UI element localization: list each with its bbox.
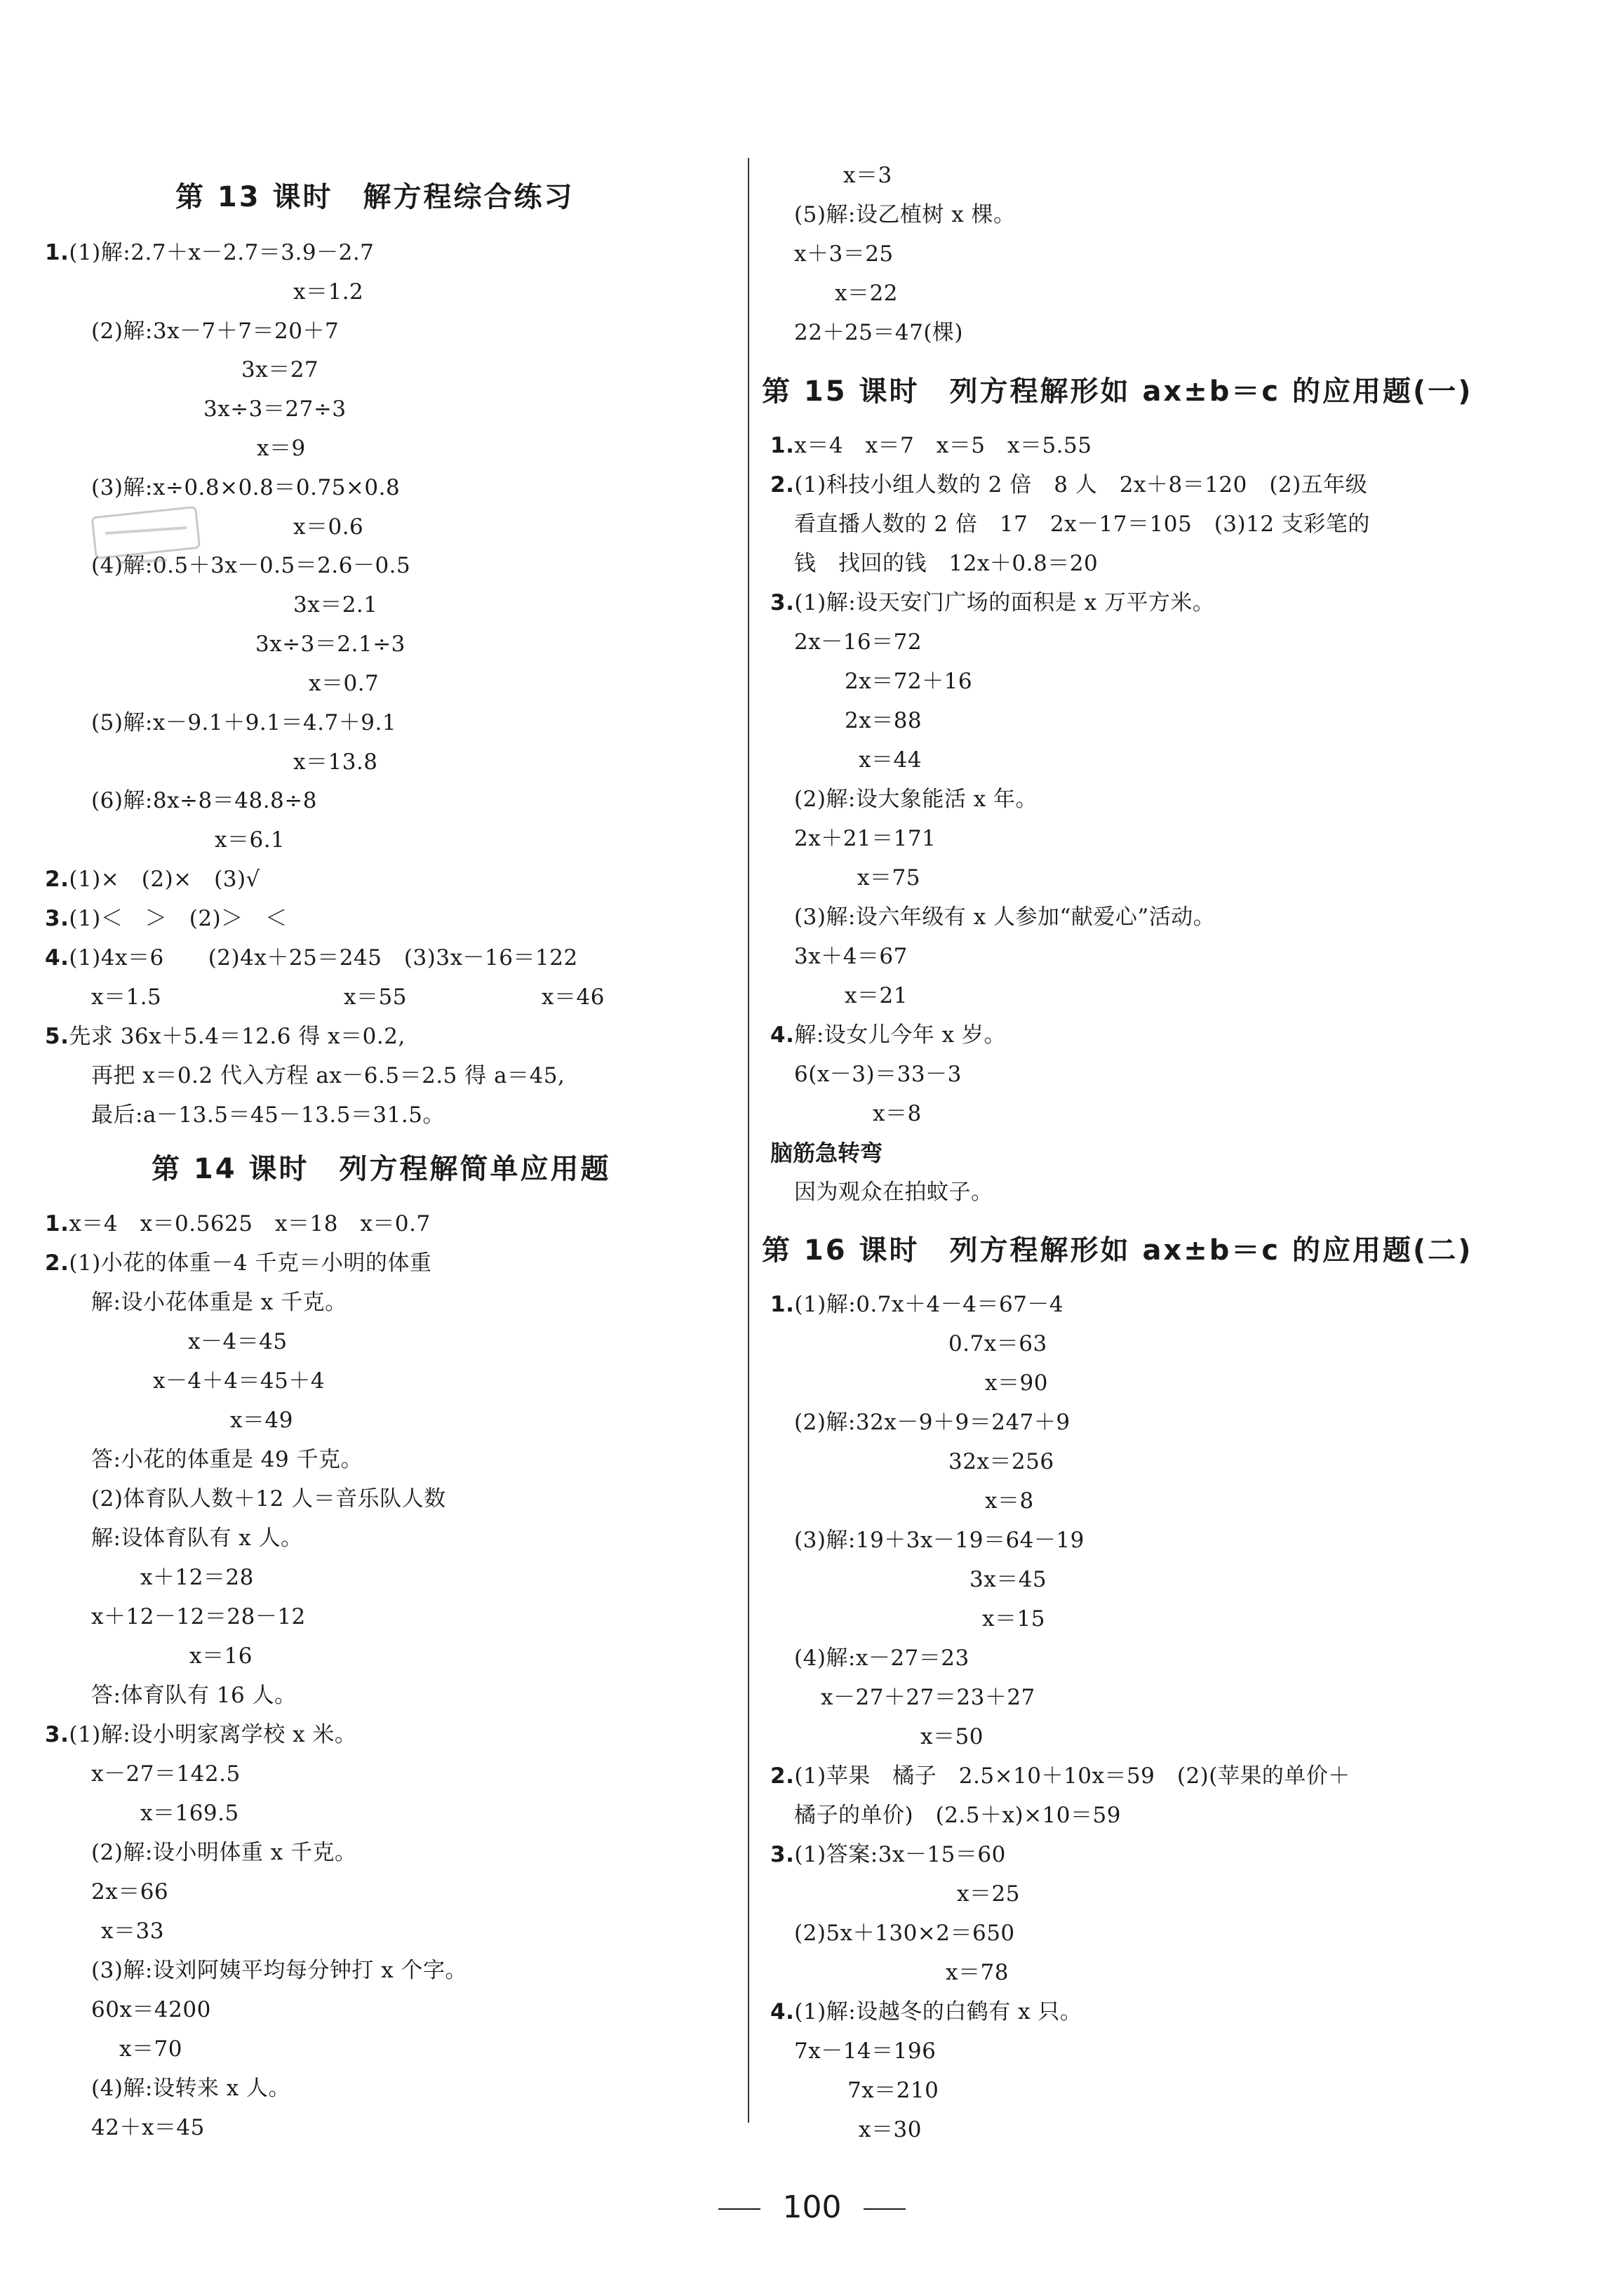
line-text: x－4＝45 [188, 1329, 288, 1354]
answer-line [101, 1917, 164, 1945]
line-text: (5)解:x－9.1＋9.1＝4.7＋9.1 [91, 710, 397, 735]
question-number: 3. [45, 906, 69, 931]
line-text: (1)苹果 橘子 2.5×10＋10x＝59 (2)(苹果的单价＋ [794, 1763, 1350, 1789]
line-text: x＝169.5 [140, 1801, 239, 1826]
question-number: 5. [45, 1024, 69, 1049]
line-text: 先求 36x＋5.4＝12.6 得 x＝0.2, [69, 1024, 405, 1049]
answer-line [770, 471, 1367, 499]
line-text: (2)解:3x－7＋7＝20＋7 [91, 319, 340, 344]
line-text: x＋12＝28 [140, 1565, 254, 1590]
answer-line [770, 432, 1092, 460]
line-text: (2)解:32x－9＋9＝247＋9 [794, 1410, 1071, 1435]
answer-line [985, 1369, 1048, 1397]
answer-line [948, 1448, 1054, 1476]
line-text: 32x＝256 [948, 1449, 1054, 1474]
line-text: (4)解:0.5＋3x－0.5＝2.6－0.5 [91, 553, 411, 578]
line-text: x＝15 [982, 1606, 1045, 1632]
answer-line [45, 905, 288, 933]
answer-line [794, 1178, 993, 1206]
line-text: (2)解:设大象能活 x 年。 [794, 787, 1038, 812]
answer-line [91, 1603, 306, 1631]
answer-line [45, 239, 374, 267]
answer-line [91, 1956, 467, 1984]
line-text: x＝4 x＝0.5625 x＝18 x＝0.7 [69, 1211, 431, 1236]
line-text: x＋3＝25 [794, 241, 894, 267]
answer-line [91, 1062, 565, 1090]
answer-line [91, 1996, 211, 2024]
line-text: 3x＝2.1 [293, 592, 378, 618]
line-text: 脑筋急转弯 [770, 1140, 883, 1166]
answer-line [45, 1022, 405, 1050]
answer-line [770, 1762, 1350, 1790]
line-text: 3x＝45 [969, 1567, 1047, 1592]
line-text: (2)5x＋130×2＝650 [794, 1921, 1015, 1946]
answer-line [309, 669, 379, 698]
answer-line [140, 1799, 239, 1827]
answer-line [845, 707, 922, 735]
answer-line [91, 1839, 357, 1867]
line-text: x＝13.8 [293, 749, 378, 775]
answer-line [957, 1880, 1020, 1908]
line-text: 3x÷3＝2.1÷3 [255, 632, 405, 657]
answer-line [119, 2035, 182, 2063]
answer-line [91, 2074, 290, 2102]
line-text: 解:设体育队有 x 人。 [91, 1526, 303, 1551]
line-text: (3)解:x÷0.8×0.8＝0.75×0.8 [91, 475, 401, 500]
line-text: 最后:a－13.5＝45－13.5＝31.5。 [91, 1102, 445, 1128]
column-divider [748, 158, 749, 2123]
line-text: 钱 找回的钱 12x＋0.8＝20 [794, 551, 1099, 576]
line-text: (1)× (2)× (3)√ [69, 867, 260, 892]
line-text: x＝3 [843, 163, 892, 188]
line-text: (6)解:8x÷8＝48.8÷8 [91, 788, 317, 813]
line-text: 2x－16＝72 [794, 629, 922, 655]
line-text: x＝50 [920, 1724, 984, 1749]
line-text: 2x＋21＝171 [794, 826, 937, 851]
answer-line [255, 630, 405, 658]
line-text: 2x＝88 [845, 708, 922, 733]
answer-line [45, 1210, 431, 1238]
answer-line [794, 1801, 1121, 1829]
section-heading [762, 373, 1473, 410]
line-text: x＝21 [845, 983, 908, 1008]
answer-line [859, 746, 922, 774]
line-text: x＝16 [189, 1643, 253, 1669]
answer-line [794, 2037, 936, 2065]
line-text: x＝8 [873, 1101, 922, 1126]
line-text: (2)解:设小明体重 x 千克。 [91, 1840, 357, 1865]
answer-line [985, 1487, 1034, 1515]
answer-line [45, 1721, 356, 1749]
line-text: 因为观众在拍蚊子。 [794, 1180, 993, 1205]
question-number: 3. [770, 590, 795, 615]
line-text: (5)解:设乙植树 x 棵。 [794, 202, 1016, 227]
line-text: x－4＋4＝45＋4 [153, 1368, 326, 1394]
line-text: x＝55 [344, 985, 407, 1010]
line-text: 解:设女儿今年 x 岁。 [794, 1022, 1006, 1048]
question-number: 2. [770, 1763, 795, 1789]
answer-line [794, 201, 1016, 229]
line-text: (1)解:0.7x＋4－4＝67－4 [794, 1292, 1064, 1317]
line-text: (3)解:设六年级有 x 人参加“献爱心”活动。 [794, 905, 1216, 930]
answer-line [188, 1328, 288, 1356]
line-text: 6(x－3)＝33－3 [794, 1062, 962, 1087]
answer-line [241, 356, 318, 384]
line-text: 第 16 课时 列方程解形如 ax±b＝c 的应用题(二) [762, 1234, 1473, 1267]
answer-line [91, 1760, 241, 1788]
question-number: 4. [770, 1022, 795, 1048]
line-text: x＝4 x＝7 x＝5 x＝5.55 [794, 433, 1092, 458]
answer-line [770, 1841, 1006, 1869]
question-number: 2. [45, 1250, 69, 1276]
answer-line [857, 864, 920, 892]
line-text: x＝78 [946, 1960, 1009, 1985]
answer-line [794, 628, 922, 656]
line-text: 42＋x＝45 [91, 2115, 205, 2140]
line-text: x＝1.5 [91, 985, 162, 1010]
dash-left [718, 2208, 760, 2210]
question-number: 2. [770, 472, 795, 498]
answer-line [794, 549, 1098, 578]
page-number [0, 2188, 1624, 2227]
answer-line [794, 319, 963, 347]
answer-line [946, 1959, 1009, 1987]
answer-line [948, 1330, 1047, 1358]
line-text: x＝9 [257, 436, 306, 461]
section-heading [152, 1151, 611, 1187]
answer-line [293, 278, 363, 306]
line-text: (2)体育队人数＋12 人＝音乐队人数 [91, 1486, 446, 1512]
answer-line [91, 317, 339, 345]
answer-line [794, 1919, 1015, 1947]
line-text: x＝6.1 [215, 827, 286, 853]
answer-line [920, 1723, 984, 1751]
line-text: x＝8 [985, 1488, 1034, 1514]
answer-line [794, 1526, 1085, 1554]
question-number: 1. [770, 1292, 795, 1317]
line-text: (4)解:设转来 x 人。 [91, 2076, 291, 2101]
line-text: (1)小花的体重－4 千克＝小明的体重 [69, 1250, 432, 1276]
answer-line [293, 513, 363, 541]
answer-line [835, 279, 898, 307]
answer-line [91, 1878, 168, 1906]
line-text: x＝0.6 [293, 514, 364, 540]
question-number: 3. [770, 1842, 795, 1867]
answer-line [45, 1249, 431, 1277]
line-text: 第 14 课时 列方程解简单应用题 [152, 1153, 611, 1185]
answer-line [542, 983, 605, 1011]
question-number: 4. [770, 1999, 795, 2024]
answer-line [91, 983, 161, 1011]
answer-line [845, 667, 972, 695]
line-text: 第 13 课时 解方程综合练习 [175, 181, 575, 213]
line-text: (1)解:2.7＋x－2.7＝3.9－2.7 [69, 240, 375, 265]
line-text: (1)解:设天安门广场的面积是 x 万平方米。 [794, 590, 1215, 615]
line-text: (4)解:x－27＝23 [794, 1646, 969, 1671]
line-text: 看直播人数的 2 倍 17 2x－17＝105 (3)12 支彩笔的 [794, 512, 1370, 537]
answer-line [91, 1288, 347, 1316]
answer-line [91, 787, 317, 815]
section-heading [175, 179, 575, 215]
answer-line [45, 865, 260, 893]
line-text: x＝30 [859, 2117, 922, 2142]
page-number-text: 100 [782, 2189, 842, 2225]
line-text: 0.7x＝63 [948, 1331, 1047, 1356]
line-text: 2x＝72＋16 [845, 669, 973, 694]
line-text: 60x＝4200 [91, 1997, 211, 2022]
answer-line [845, 982, 908, 1010]
subheading [770, 1139, 883, 1167]
line-text: 7x－14＝196 [794, 2039, 937, 2064]
answer-line [230, 1406, 293, 1434]
answer-line [91, 1681, 297, 1709]
answer-line [847, 2076, 939, 2104]
answer-line [770, 1998, 1082, 2026]
question-number: 3. [45, 1722, 69, 1747]
answer-line [215, 826, 285, 854]
answer-line [821, 1683, 1035, 1712]
answer-line [794, 1408, 1071, 1436]
line-text: 解:设小花体重是 x 千克。 [91, 1290, 347, 1315]
answer-line [91, 1524, 303, 1552]
line-text: x＝0.7 [309, 671, 380, 696]
line-text: (3)解:19＋3x－19＝64－19 [794, 1528, 1085, 1553]
line-text: x－27＋27＝23＋27 [821, 1685, 1035, 1710]
answer-line [794, 903, 1215, 931]
answer-line [293, 591, 378, 619]
line-text: (1)解:设小明家离学校 x 米。 [69, 1722, 357, 1747]
answer-line [794, 825, 936, 853]
line-text: x＝33 [101, 1919, 164, 1944]
answer-line [189, 1642, 253, 1670]
answer-line [203, 395, 347, 423]
line-text: 3x＝27 [241, 357, 319, 382]
answer-line [91, 2114, 205, 2142]
question-number: 1. [45, 240, 69, 265]
line-text: x＝49 [230, 1408, 293, 1433]
line-text: 7x＝210 [847, 2078, 939, 2103]
answer-line [770, 1021, 1006, 1049]
line-text: (3)解:设刘阿姨平均每分钟打 x 个字。 [91, 1958, 468, 1983]
line-text: (1)＜ ＞ (2)＞ ＜ [69, 906, 288, 931]
answer-line [91, 1101, 445, 1129]
line-text: 答:体育队有 16 人。 [91, 1683, 297, 1708]
line-text: x＝44 [859, 747, 922, 773]
line-text: (1)科技小组人数的 2 倍 8 人 2x＋8＝120 (2)五年级 [794, 472, 1368, 498]
answer-line [140, 1563, 254, 1592]
line-text: x＝22 [835, 281, 898, 306]
line-text: 3x÷3＝27÷3 [203, 396, 347, 422]
line-text: x＝46 [542, 985, 605, 1010]
line-text: (1)答案:3x－15＝60 [794, 1842, 1006, 1867]
answer-line [843, 161, 892, 189]
line-text: 第 15 课时 列方程解形如 ax±b＝c 的应用题(一) [762, 375, 1473, 408]
answer-line [794, 240, 894, 268]
answer-line [770, 589, 1214, 617]
answer-line [982, 1605, 1045, 1633]
line-text: x＋12－12＝28－12 [91, 1604, 306, 1629]
line-text: 3x＋4＝67 [794, 944, 908, 969]
line-text: 答:小花的体重是 49 千克。 [91, 1447, 363, 1472]
answer-line [91, 709, 396, 737]
answer-line [91, 1446, 363, 1474]
line-text: x＝25 [957, 1881, 1020, 1907]
watermark-stamp-icon [90, 505, 202, 582]
answer-line [794, 510, 1370, 538]
answer-line [794, 1060, 962, 1088]
line-text: x－27＝142.5 [91, 1761, 241, 1787]
answer-line [91, 474, 400, 502]
answer-line [45, 944, 578, 972]
answer-line [794, 785, 1038, 813]
line-text: x＝1.2 [293, 279, 364, 305]
answer-line [969, 1566, 1047, 1594]
answer-line [344, 983, 407, 1011]
answer-line [153, 1367, 325, 1395]
answer-line [257, 434, 306, 462]
line-text: 再把 x＝0.2 代入方程 ax－6.5＝2.5 得 a＝45, [91, 1063, 565, 1088]
answer-line [873, 1100, 922, 1128]
line-text: 22＋25＝47(棵) [794, 320, 964, 345]
section-heading [762, 1232, 1473, 1269]
question-number: 1. [45, 1211, 69, 1236]
line-text: (1)解:设越冬的白鹤有 x 只。 [794, 1999, 1082, 2024]
line-text: 2x＝66 [91, 1879, 169, 1904]
answer-line [794, 1644, 969, 1672]
answer-line [293, 748, 378, 776]
line-text: 橘子的单价) (2.5＋x)×10＝59 [794, 1803, 1121, 1828]
answer-line [770, 1290, 1063, 1319]
answer-line [794, 942, 908, 970]
answer-line [91, 1485, 446, 1513]
question-number: 4. [45, 945, 69, 970]
line-text: x＝90 [985, 1370, 1048, 1396]
dash-right [864, 2208, 906, 2210]
line-text: (1)4x＝6 (2)4x＋25＝245 (3)3x－16＝122 [69, 945, 578, 970]
question-number: 1. [770, 433, 795, 458]
line-text: x＝75 [857, 865, 920, 890]
answer-line [859, 2116, 922, 2144]
line-text: x＝70 [119, 2036, 182, 2062]
question-number: 2. [45, 867, 69, 892]
